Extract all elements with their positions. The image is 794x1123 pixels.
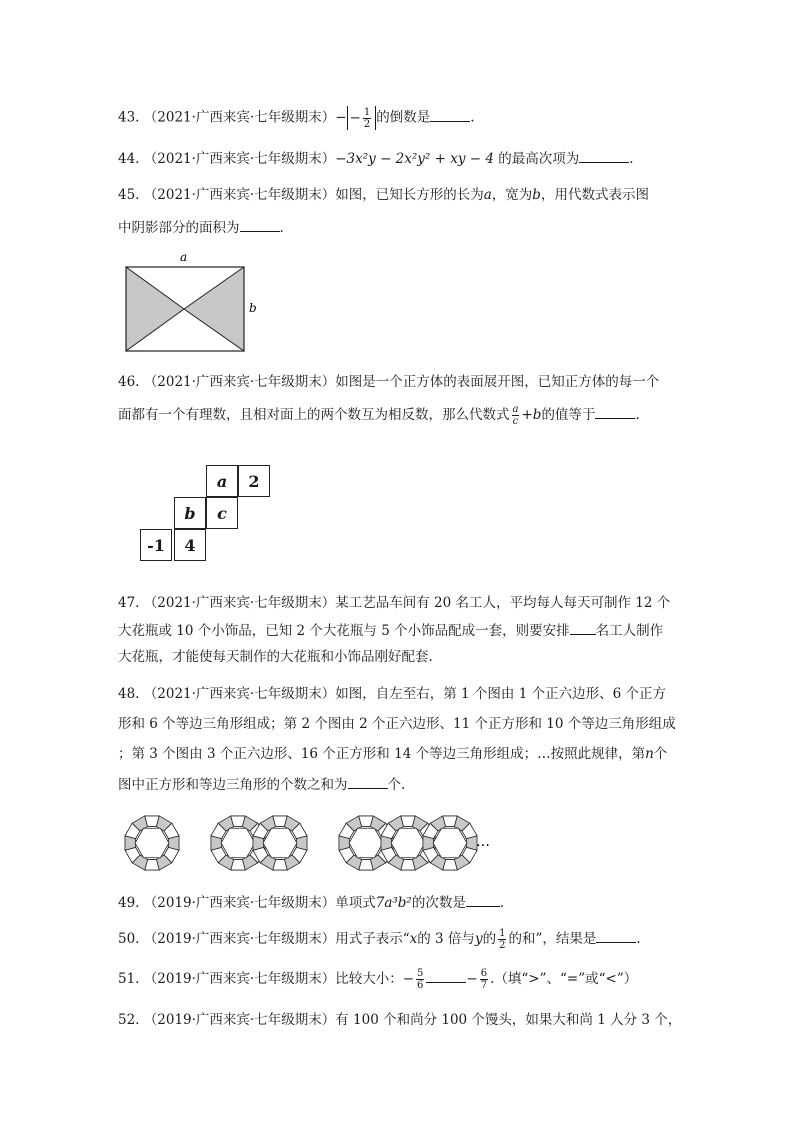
answer-blank[interactable] xyxy=(348,774,388,789)
ellipsis: … xyxy=(476,834,490,850)
cube-face-a: a xyxy=(206,465,238,497)
cube-face-4: 4 xyxy=(174,529,206,561)
answer-blank[interactable] xyxy=(595,404,635,419)
hexagon-tile xyxy=(391,828,425,857)
question-50: 50. （2019·广西来宾·七年级期末）用式子表示“x的 3 倍与y的 $\frac{1}{2}$ 的和”，结果是 . xyxy=(118,928,641,951)
answer-blank[interactable] xyxy=(430,107,470,122)
hexagon-ring xyxy=(423,816,477,870)
question-46: 46. （2021·广西来宾·七年级期末）如图是一个正方体的表面展开图，已知正方体的每一个 面都有一个有理数，且相对面上的两个数互为相反数，那么代数式 $\frac{a}{c}$ +b的值等于 . xyxy=(118,374,660,427)
answer-blank[interactable] xyxy=(596,928,636,943)
answer-blank[interactable] xyxy=(466,892,500,907)
cube-face-c: c xyxy=(206,497,238,529)
cube-face-neg1: -1 xyxy=(140,529,172,561)
question-47: 47. （2021·广西来宾·七年级期末）某工艺品车间有 20 名工人，平均每人每天可制作 12 个 大花瓶或 10 个小饰品，已知 2 个大花瓶与 5 个小饰品配成一套，则要安排 名工人制作 大花瓶，才能使每天制作的大花瓶和小饰品刚好配套. xyxy=(118,595,671,665)
question-45: 45. （2021·广西来宾·七年级期末）如图，已知长方形的长为a，宽为b，用代数式表示图 中阴影部分的面积为 . xyxy=(118,187,649,236)
cube-face-b: b xyxy=(174,497,206,529)
label-a: a xyxy=(180,250,188,264)
rectangle-shaded-figure xyxy=(118,248,268,358)
hexagon-tile xyxy=(433,828,467,857)
polynomial-expression: −3x²y − 2x²y² + xy − 4 xyxy=(335,151,494,167)
hexagon-pattern-figure xyxy=(120,808,500,878)
question-48: 48. （2021·广西来宾·七年级期末）如图，自左至右，第 1 个图由 1 个正六边形、6 个正方 形和 6 个等边三角形组成；第 2 个图由 2 个正六边形、11 个正方形和 10 个等边三角形组成 ；第 3 个图由 3 个正六边形、16 个正方形和 14 个等边三角形组成；…按照此规律，第n个 图中正方形和等边三角形的个数之和为 个. xyxy=(118,686,676,793)
answer-blank[interactable] xyxy=(426,968,466,983)
cube-net xyxy=(140,465,280,565)
answer-blank[interactable] xyxy=(570,620,596,635)
question-51: 51. （2019·广西来宾·七年级期末）比较大小：− $\frac{5}{6}$ − $\frac{6}{7}$ .（填“>”、“=”或“<”） xyxy=(118,968,638,991)
absolute-value: − $\frac{1}{2}$ xyxy=(347,106,377,130)
question-49: 49. （2019·广西来宾·七年级期末）单项式7a³b²的次数是 . xyxy=(118,892,678,913)
question-43: 43. （2021·广西来宾·七年级期末）− − $\frac{1}{2}$ 的倒数是 . xyxy=(118,107,475,130)
hexagon-tile xyxy=(349,828,383,857)
answer-blank[interactable] xyxy=(240,217,280,232)
question-44: 44. （2021·广西来宾·七年级期末）−3x²y − 2x²y² + xy − 4 的最高次项为 . xyxy=(118,148,678,169)
answer-blank[interactable] xyxy=(579,148,629,163)
hexagon-ring xyxy=(125,816,179,870)
hexagon-ring xyxy=(253,816,307,870)
hexagon-tile xyxy=(263,828,297,857)
question-52: 52. （2019·广西来宾·七年级期末）有 100 个和尚分 100 个馒头，如果大和尚 1 人分 3 个， xyxy=(118,1012,682,1028)
hexagon-tile xyxy=(221,828,255,857)
label-b: b xyxy=(249,301,257,315)
hexagon-tile xyxy=(135,828,169,857)
cube-face-2: 2 xyxy=(238,465,270,497)
